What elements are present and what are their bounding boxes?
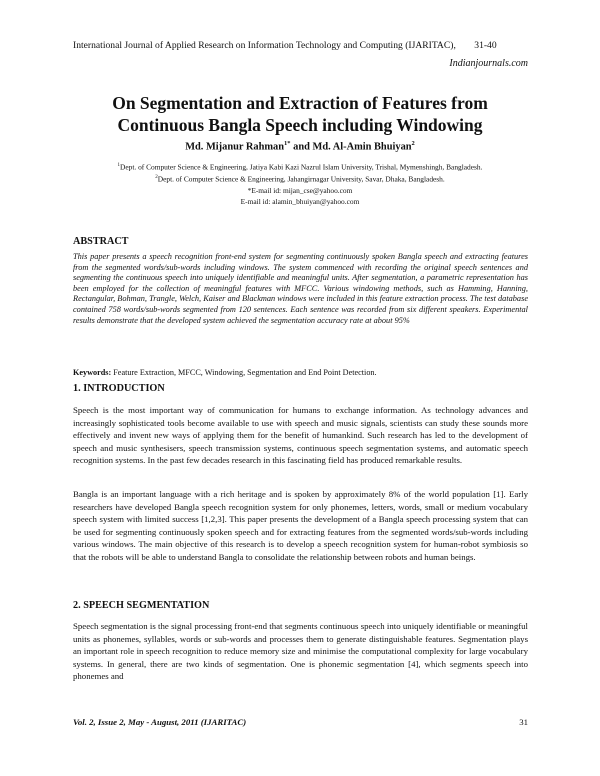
affiliation-2 xyxy=(60,172,540,184)
affiliation-1-marker: 1 xyxy=(117,163,121,168)
section-2-heading: 2. SPEECH SEGMENTATION xyxy=(73,600,210,611)
keywords xyxy=(73,368,377,377)
keywords-text: Feature Extraction, MFCC, Windowing, Segmentation and End Point Detection. xyxy=(113,368,377,377)
author-conjunction: and xyxy=(293,141,310,153)
abstract-heading: ABSTRACT xyxy=(73,236,129,247)
footer-issue: Vol. 2, Issue 2, May - August, 2011 (IJARITAC) xyxy=(73,717,247,727)
running-header xyxy=(73,40,497,51)
affiliation-1 xyxy=(60,160,540,172)
title-line-2: Continuous Bangla Speech including Windowing xyxy=(117,115,483,135)
section-1-paragraph-2: Bangla is an important language with a rich heritage and is spoken by approximately 8% of the world population [1]. Early researchers have developed Bangla speech recognition system for only phonemes, letters, words, small or medium vocabulary speech system with limited success [1,2,3]. This paper presents the development of a Bangla speech processing system that can be used for segmenting continuously spoken speech and for extracting features from the segmented words/sub-words including various windows. The main objective of this research is to develop a speech recognition system for human-robot symbiosis so that the robots will be able to understand Bangla to consolidate the relationship between robots and human beings. xyxy=(73,489,528,562)
title-line-1: On Segmentation and Extraction of Features from xyxy=(112,93,488,113)
publisher-site: Indianjournals.com xyxy=(449,58,528,69)
keywords-label: Keywords: xyxy=(73,368,112,377)
email-1: *E-mail id: mijan_cse@yahoo.com xyxy=(247,185,353,195)
affiliation-2-text: Dept. of Computer Science & Engineering, Jahangirnagar University, Savar, Dhaka, Bangladesh. xyxy=(157,174,445,184)
author-list xyxy=(60,140,540,152)
author-2-marker: 2 xyxy=(411,140,415,147)
journal-name: International Journal of Applied Research on Information Technology and Computing (IJARITAC), xyxy=(73,40,456,51)
affiliations xyxy=(60,160,540,207)
abstract-text: This paper presents a speech recognition front-end system for segmenting continuously spoken Bangla speech and extracting features from the segmented words/sub-words including windows. The system commenced with recording the original speech sentences and segmenting the continuous speech into uniquely identifiable and meaningful units. After segmentation, a parametric representation has been employed for the collection of meaningful features with MFCC. Various windowing methods, such as Hamming, Hanning, Rectangular, Bohman, Trangle, Welch, Kaiser and Blackman windows were included in this feature extraction process. The test database contained 758 words/sub-words segmented from 120 sentences. Each sentence was recorded from six different speakers. Experimental results demonstrate that the developed system achieved the segmentation accuracy rate at about 95% xyxy=(73,252,528,325)
section-1-heading: 1. INTRODUCTION xyxy=(73,383,165,394)
page-number: 31 xyxy=(519,717,528,727)
author-1-marker: 1* xyxy=(284,140,291,147)
page-range: 31-40 xyxy=(474,40,497,51)
email-2: E-mail id: alamin_bhuiyan@yahoo.com xyxy=(240,196,360,206)
author-1: Md. Mijanur Rahman xyxy=(185,141,285,153)
page-footer xyxy=(73,717,528,727)
affiliation-1-text: Dept. of Computer Science & Engineering, Jatiya Kabi Kazi Nazrul Islam University, Trishal, Mymenshingh, Bangladesh. xyxy=(120,162,483,172)
paper-title xyxy=(60,92,540,136)
section-2-paragraph-1: Speech segmentation is the signal processing front-end that segments continuous speech into uniquely identifiable or meaningful units as phonemes, syllables, words or sub-words and processes them to generate distinguishable features. Segmentation plays an important role in speech recognition to reduce memory size and minimise the computational complexity for large vocabulary systems. In general, there are two kinds of segmentation. One is phonemic segmentation [4], which segments speech into phonemes and xyxy=(73,621,528,682)
author-2: Md. Al-Amin Bhuiyan xyxy=(312,141,412,153)
section-1-paragraph-1: Speech is the most important way of communication for humans to exchange information. As technology advances and increasingly sophisticated tools become available to use with speech and music signals, scientists can study these sounds more effectively and invent new ways of applying them for the benefit of humankind. Such research has led to the development of speech and music synthesisers, speech transmission systems, continuous speech segmentation systems, and automatic speech recognition systems. In the past few decades research in this fascinating field has produced remarkable results. xyxy=(73,405,528,466)
affiliation-2-marker: 2 xyxy=(155,175,158,181)
